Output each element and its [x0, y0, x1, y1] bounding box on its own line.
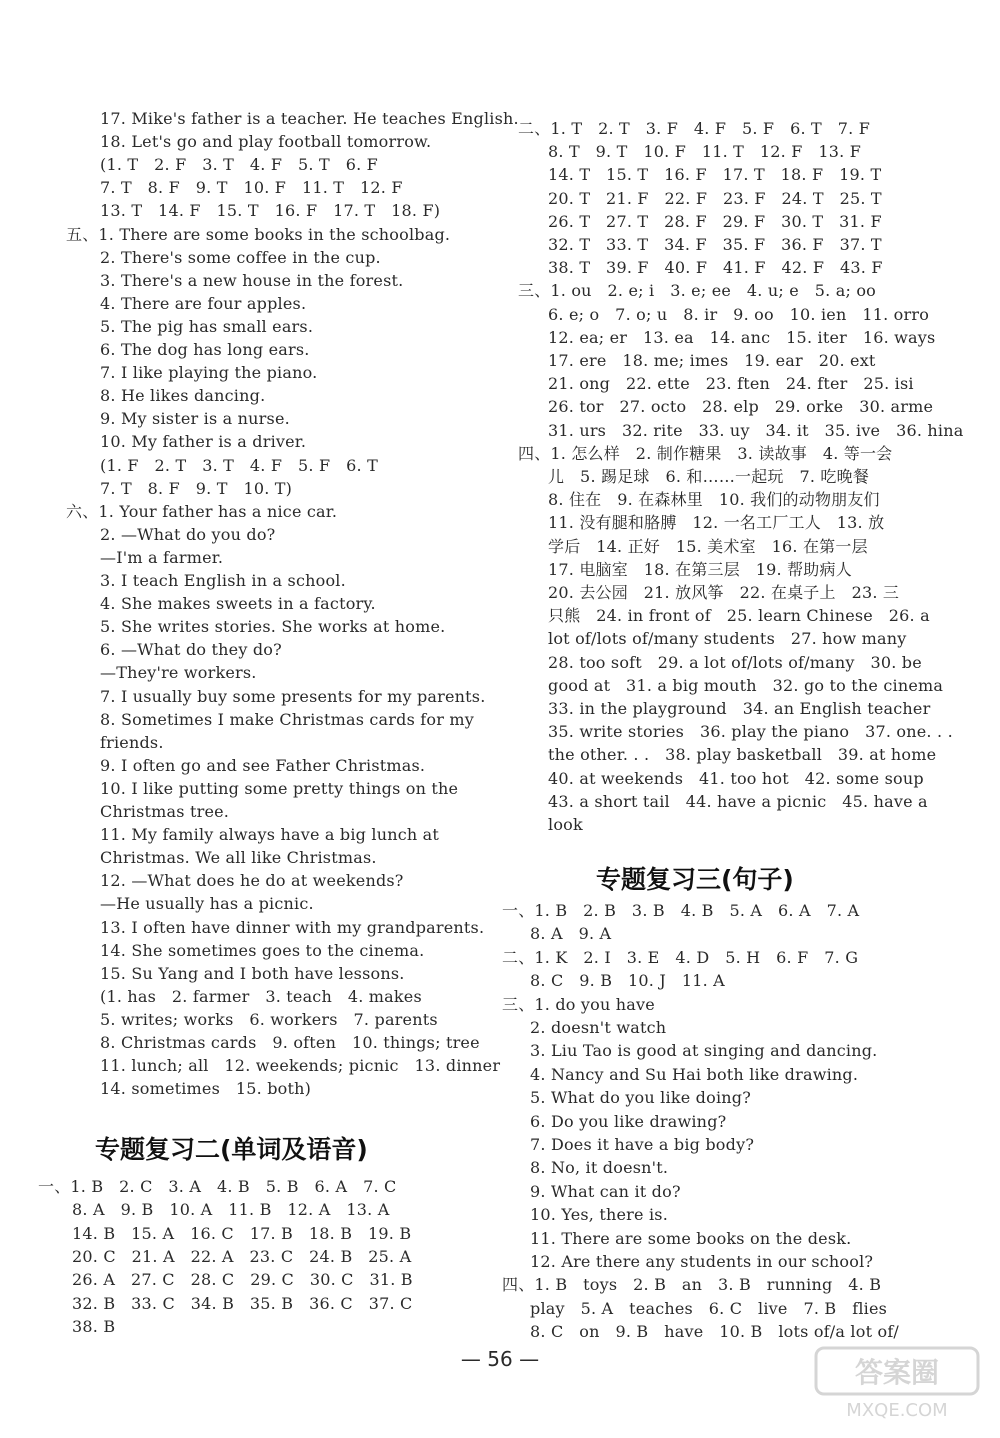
answer-line: 五、1. There are some books in the schoolbag. [66, 224, 451, 244]
answer-line: 8. A 9. B 10. A 11. B 12. A 13. A [72, 1200, 390, 1220]
answer-line: 10. I like putting some pretty things on the [100, 778, 459, 798]
answer-line: look [548, 815, 583, 834]
answer-line: 四、1. B toys 2. B an 3. B running 4. B [502, 1275, 882, 1295]
answer-line: 4. Nancy and Su Hai both like drawing. [530, 1064, 859, 1084]
answer-line: 2. There's some coffee in the cup. [100, 247, 381, 267]
watermark-text: MXQE.COM [846, 1400, 948, 1421]
answer-line: 二、1. K 2. I 3. E 4. D 5. H 6. F 7. G [502, 947, 859, 967]
answer-line: 6. —What do they do? [100, 640, 282, 660]
answer-line: 8. Christmas cards 9. often 10. things; tree [100, 1033, 480, 1052]
answer-line: —I'm a farmer. [100, 547, 224, 567]
answer-line: 6. e; o 7. o; u 8. ir 9. oo 10. ien 11. orro [548, 304, 930, 324]
answer-line: 7. T 8. F 9. T 10. T) [100, 478, 293, 498]
answer-line: friends. [100, 732, 164, 752]
answer-line: (1. has 2. farmer 3. teach 4. makes [100, 986, 422, 1006]
answer-line: 9. I often go and see Father Christmas. [100, 755, 426, 775]
answer-line: 14. B 15. A 16. C 17. B 18. B 19. B [72, 1223, 412, 1243]
answer-line: 5. The pig has small ears. [100, 316, 314, 336]
answer-line: 26. A 27. C 28. C 29. C 30. C 31. B [72, 1270, 413, 1290]
answer-line: 14. She sometimes goes to the cinema. [100, 940, 425, 960]
answer-line: 14. T 15. T 16. F 17. T 18. F 19. T [548, 165, 882, 185]
answer-line: good at 31. a big mouth 32. go to the cinema [548, 675, 944, 695]
answer-line: 15. Su Yang and I both have lessons. [100, 963, 405, 983]
answer-line: 40. at weekends 41. too hot 42. some soup [548, 768, 924, 788]
answer-line: 31. urs 32. rite 33. uy 34. it 35. ive 36. hina [548, 420, 964, 440]
answer-line: 35. write stories 36. play the piano 37. one. . . [548, 722, 953, 742]
answer-line: 3. Liu Tao is good at singing and dancing. [530, 1041, 878, 1061]
answer-line: 4. She makes sweets in a factory. [100, 594, 376, 614]
answer-line: 2. —What do you do? [100, 524, 276, 544]
answer-line: 21. ong 22. ette 23. ften 24. fter 25. isi [548, 374, 914, 394]
answer-line: 20. C 21. A 22. A 23. C 24. B 25. A [72, 1246, 412, 1266]
answer-line: 11. My family always have a big lunch at [100, 825, 440, 845]
page-number: — 56 — [460, 1347, 540, 1371]
answer-line: 8. C 9. B 10. J 11. A [530, 971, 725, 991]
answer-line: 8. Sometimes I make Christmas cards for my [100, 709, 474, 729]
answer-line: Christmas. We all like Christmas. [100, 848, 377, 868]
svg-text:答案圈: 答案圈 [854, 1356, 940, 1389]
section-heading-2: 专题复习二(单词及语音) [95, 1135, 368, 1164]
answer-line: 11. There are some books on the desk. [530, 1228, 852, 1248]
answer-line: 12. ea; er 13. ea 14. anc 15. iter 16. ways [548, 327, 936, 347]
answer-line: 10. Yes, there is. [530, 1205, 668, 1225]
answer-line: 二、1. T 2. T 3. F 4. F 5. F 6. T 7. F [518, 119, 871, 138]
answer-line: 13. T 14. F 15. T 16. F 17. T 18. F) [100, 201, 441, 221]
answer-line: 9. My sister is a nurse. [100, 409, 290, 429]
answer-line: 学后 14. 正好 15. 美术室 16. 在第一层 [548, 536, 868, 556]
answer-line: 只熊 24. in front of 25. learn Chinese 26. a [548, 606, 930, 626]
answer-line: 26. T 27. T 28. F 29. F 30. T 31. F [548, 211, 882, 231]
answer-line: 6. The dog has long ears. [100, 340, 310, 359]
answer-line: 28. too soft 29. a lot of/lots of/many 30. be [548, 652, 922, 672]
answer-line: the other. . . 38. play basketball 39. at home [548, 745, 937, 765]
answer-line: 13. I often have dinner with my grandparents. [100, 917, 485, 937]
answer-line: 12. Are there any students in our school? [530, 1252, 874, 1271]
answer-line: 17. ere 18. me; imes 19. ear 20. ext [548, 351, 876, 370]
answer-line: 26. tor 27. octo 28. elp 29. orke 30. arme [548, 397, 934, 417]
answer-line: 四、1. 怎么样 2. 制作糖果 3. 读故事 4. 等一会 [518, 443, 893, 463]
answer-line: 5. She writes stories. She works at home. [100, 617, 446, 637]
answer-line: 11. 没有腿和胳膊 12. 一名工厂工人 13. 放 [548, 513, 885, 533]
answer-line: play 5. A teaches 6. C live 7. B flies [530, 1298, 888, 1318]
answer-line: 5. writes; works 6. workers 7. parents [100, 1009, 438, 1029]
answer-line: 14. sometimes 15. both) [100, 1079, 312, 1099]
answer-line: 儿 5. 踢足球 6. 和……一起玩 7. 吃晚餐 [548, 467, 870, 486]
section-heading-3: 专题复习三(句子) [596, 865, 794, 894]
answer-line: 32. T 33. T 34. F 35. F 36. F 37. T [548, 235, 882, 254]
answer-line: 3. I teach English in a school. [100, 571, 346, 590]
answer-line: 38. T 39. F 40. F 41. F 42. F 43. F [548, 258, 883, 278]
answer-line: 17. Mike's father is a teacher. He teaches English. [100, 109, 519, 128]
watermark-logo [812, 1344, 982, 1424]
answer-line: 7. Does it have a big body? [530, 1135, 755, 1154]
answer-line: Christmas tree. [100, 802, 230, 821]
answer-line: 8. No, it doesn't. [530, 1158, 669, 1178]
answer-line: 6. Do you like drawing? [530, 1111, 727, 1131]
answer-line: —He usually has a picnic. [100, 894, 314, 914]
answer-line: 18. Let's go and play football tomorrow. [100, 132, 432, 152]
answer-line: (1. F 2. T 3. T 4. F 5. F 6. T [100, 455, 378, 475]
answer-line: (1. T 2. F 3. T 4. F 5. T 6. F [100, 155, 378, 175]
answer-line: 2. doesn't watch [530, 1018, 667, 1037]
answer-line: 20. 去公园 21. 放风筝 22. 在桌子上 23. 三 [548, 583, 900, 602]
answer-line: 43. a short tail 44. have a picnic 45. have a [548, 791, 928, 811]
answer-line: 8. He likes dancing. [100, 386, 266, 406]
answer-line: 一、1. B 2. C 3. A 4. B 5. B 6. A 7. C [38, 1177, 397, 1196]
answer-line: 11. lunch; all 12. weekends; picnic 13. dinner [100, 1056, 501, 1076]
answer-line: 4. There are four apples. [100, 293, 307, 313]
answer-line: 5. What do you like doing? [530, 1088, 751, 1108]
answer-line: 3. There's a new house in the forest. [100, 270, 404, 290]
answer-line: 7. T 8. F 9. T 10. F 11. T 12. F [100, 178, 403, 198]
answer-line: 8. T 9. T 10. F 11. T 12. F 13. F [548, 142, 862, 162]
answer-line: 12. —What does he do at weekends? [100, 871, 404, 891]
answer-line: 六、1. Your father has a nice car. [66, 501, 338, 521]
answer-line: 33. in the playground 34. an English teacher [548, 699, 931, 718]
answer-line: 38. B [72, 1316, 116, 1336]
answer-line: 一、1. B 2. B 3. B 4. B 5. A 6. A 7. A [502, 901, 860, 920]
answer-line: 三、1. do you have [502, 994, 655, 1014]
answer-line: 三、1. ou 2. e; i 3. e; ee 4. u; e 5. a; oo [518, 281, 877, 301]
answer-line: 8. A 9. A [530, 924, 612, 944]
answer-line: 20. T 21. F 22. F 23. F 24. T 25. T [548, 188, 882, 208]
answer-line: 32. B 33. C 34. B 35. B 36. C 37. C [72, 1293, 413, 1313]
answer-line: 9. What can it do? [530, 1181, 681, 1201]
answer-line: lot of/lots of/many students 27. how many [548, 629, 907, 649]
answer-line: 10. My father is a driver. [100, 432, 307, 452]
answer-line: 17. 电脑室 18. 在第三层 19. 帮助病人 [548, 559, 852, 579]
answer-line: 8. 住在 9. 在森林里 10. 我们的动物朋友们 [548, 490, 880, 510]
answer-line: —They're workers. [100, 663, 257, 683]
answer-line: 7. I like playing the piano. [100, 363, 318, 383]
answer-line: 7. I usually buy some presents for my parents. [100, 686, 486, 706]
answer-line: 8. C on 9. B have 10. B lots of/a lot of/ [530, 1322, 900, 1342]
